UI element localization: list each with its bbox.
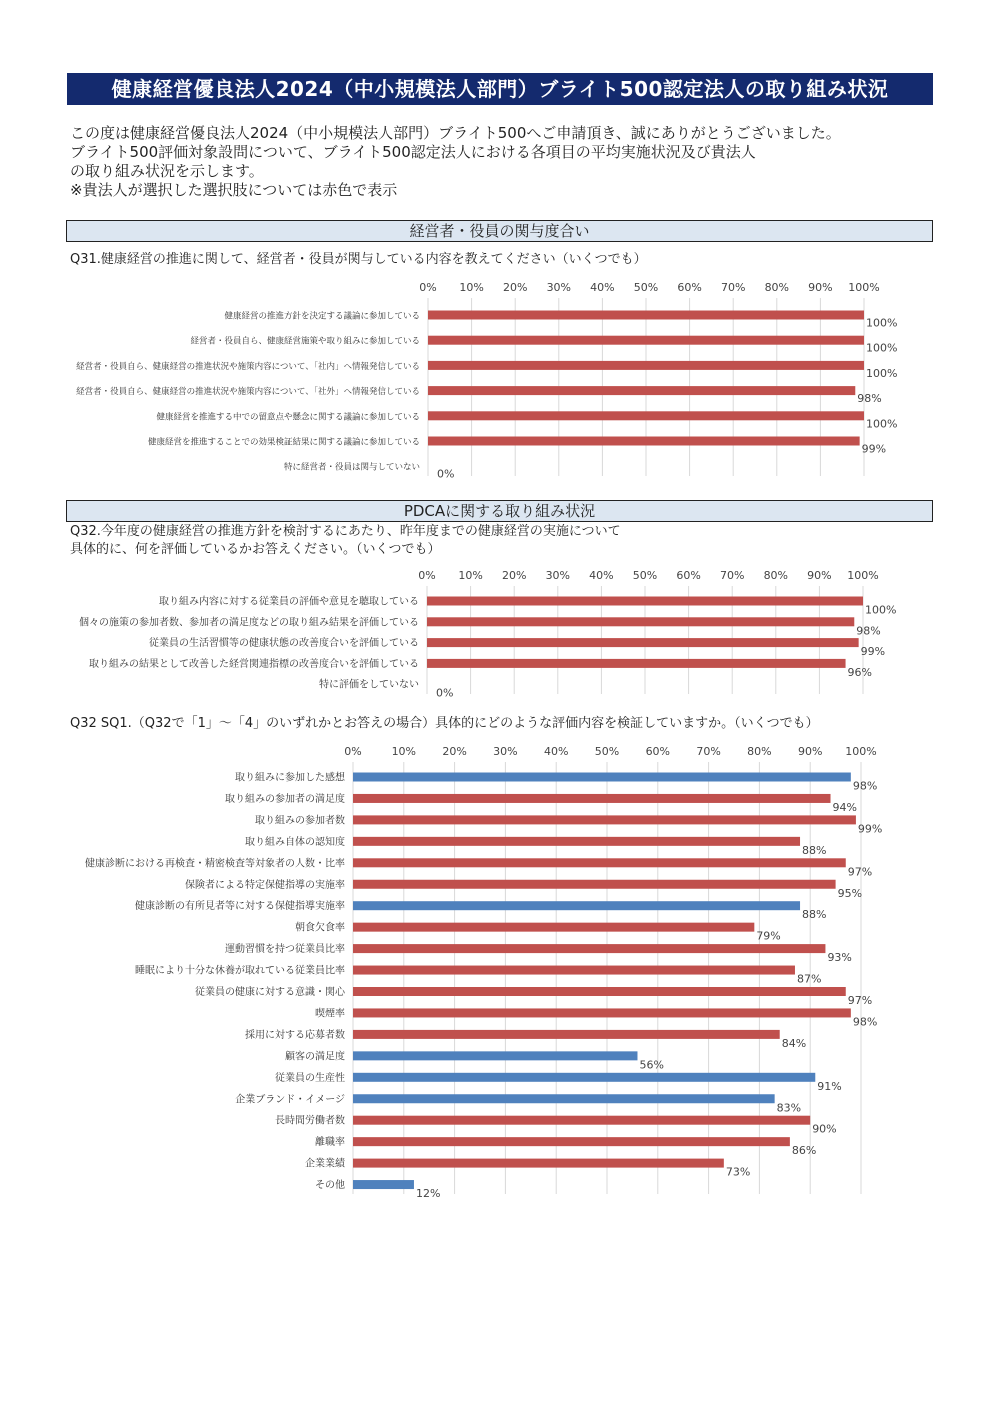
data-label: 99%: [861, 442, 887, 456]
x-tick-label: 50%: [632, 569, 658, 582]
bar: [353, 901, 800, 910]
bar: [353, 773, 851, 782]
category-label: 従業員の生産性: [275, 1072, 345, 1084]
category-label: 離職率: [315, 1137, 345, 1149]
bar: [353, 1030, 780, 1039]
data-label: 97%: [847, 994, 873, 1007]
x-tick-label: 90%: [808, 281, 833, 294]
bar: [427, 659, 846, 668]
category-label: 個々の施策の参加者数、参加者の満足度などの取り組み結果を評価している: [79, 617, 419, 629]
data-label: 99%: [860, 645, 886, 659]
chart-grid: [353, 762, 861, 1194]
category-label: 従業員の生活習慣等の健康状態の改善度合いを評価している: [149, 638, 419, 650]
x-tick-label: 10%: [458, 569, 483, 582]
intro-line: ※貴法人が選択した選択肢については赤色で表示: [70, 181, 398, 199]
data-label: 99%: [857, 822, 883, 836]
bar: [427, 597, 863, 606]
x-tick-label: 70%: [719, 569, 745, 582]
intro-line: この度は健康経営優良法人2024（中小規模法人部門）ブライト500へご申請頂き、誠にありがとうございました。: [70, 124, 841, 142]
x-tick-label: 60%: [676, 569, 701, 582]
bar: [427, 638, 859, 647]
category-label: 取り組みの結果として改善した経営関連指標の改善度合いを評価している: [89, 658, 419, 670]
category-label: 従業員の健康に対する意識・関心: [195, 987, 345, 998]
x-tick-label: 60%: [677, 281, 702, 294]
category-label: 睡眠により十分な休養が取れている従業員比率: [135, 965, 345, 977]
x-tick-label: 20%: [502, 281, 528, 294]
bar: [353, 880, 836, 889]
data-label: 100%: [866, 417, 898, 431]
bar: [353, 1094, 775, 1103]
bar: [353, 1159, 724, 1168]
category-label: 経営者・役員自ら、健康経営施策や取り組みに参加している: [190, 336, 420, 347]
category-label: 保険者による特定保健指導の実施率: [185, 879, 345, 891]
category-label: 特に評価をしていない: [319, 679, 419, 691]
category-label: 健康診断における再検査・精密検査等対象者の人数・比率: [85, 858, 345, 870]
data-label: 100%: [865, 603, 897, 617]
category-label: 特に経営者・役員は関与していない: [283, 462, 420, 473]
data-label: 84%: [781, 1036, 807, 1050]
data-label: 96%: [847, 665, 873, 679]
category-label: 健康経営の推進方針を決定する議論に参加している: [224, 311, 420, 322]
q32sq1-chart: [0, 742, 1000, 1201]
x-tick-label: 80%: [747, 745, 772, 758]
x-tick-label: 90%: [807, 569, 832, 582]
x-tick-label: 0%: [419, 281, 437, 294]
category-label: 長時間労働者数: [275, 1115, 345, 1127]
bar: [353, 1008, 851, 1017]
category-label: 企業業績: [305, 1158, 345, 1170]
data-label: 88%: [802, 908, 827, 922]
bar: [353, 923, 754, 932]
bar: [428, 336, 864, 345]
bar: [353, 837, 800, 846]
bar: [353, 1180, 414, 1189]
category-label: 運動習慣を持つ従業員比率: [225, 944, 345, 956]
data-label: 98%: [856, 624, 881, 638]
bar: [353, 794, 831, 803]
bar: [353, 944, 825, 953]
category-label: 取り組みの参加者数: [255, 815, 345, 827]
x-tick-label: 20%: [442, 745, 467, 758]
x-tick-label: 40%: [589, 569, 614, 582]
bar: [428, 311, 864, 320]
data-label: 93%: [827, 951, 852, 965]
x-tick-label: 90%: [797, 745, 823, 758]
q31-chart: [0, 278, 1000, 481]
x-tick-label: 100%: [845, 745, 877, 758]
x-tick-label: 60%: [645, 745, 671, 758]
x-tick-label: 40%: [590, 281, 615, 294]
bar: [428, 386, 855, 395]
data-label: 88%: [802, 843, 827, 857]
page-title: 健康経営優良法人2024（中小規模法人部門）ブライト500認定法人の取り組み状況: [67, 73, 933, 105]
bar: [353, 858, 846, 867]
q32-chart: [0, 566, 1000, 706]
x-tick-label: 0%: [344, 745, 362, 758]
bar: [353, 815, 856, 824]
x-tick-label: 30%: [546, 281, 572, 294]
x-tick-label: 10%: [391, 745, 417, 758]
x-tick-label: 70%: [720, 281, 746, 294]
q32-subtitle: 具体的に、何を評価しているかお答えください。（いくつでも）: [70, 542, 441, 557]
intro-line: の取り組み状況を示します。: [70, 162, 264, 180]
x-tick-label: 50%: [633, 281, 659, 294]
bar: [428, 411, 864, 420]
category-label: 健康経営を推進することでの効果検証結果に関する議論に参加している: [147, 437, 420, 448]
q31-title: Q31.健康経営の推進に関して、経営者・役員が関与している内容を教えてください（いくつでも）: [70, 252, 647, 267]
bar: [353, 966, 795, 975]
bar: [428, 437, 860, 446]
data-label: 79%: [756, 929, 781, 943]
data-label: 56%: [639, 1058, 664, 1072]
x-tick-label: 80%: [764, 281, 790, 294]
data-label: 73%: [725, 1165, 751, 1179]
data-label: 83%: [776, 1101, 802, 1115]
q32sq1-title: Q32 SQ1.（Q32で「1」～「4」のいずれかとお答えの場合）具体的にどのような評価内容を検証していますか。（いくつでも）: [70, 716, 819, 731]
category-label: 顧客の満足度: [285, 1051, 345, 1063]
bar: [428, 361, 864, 370]
data-label: 100%: [866, 316, 898, 330]
category-label: 朝食欠食率: [295, 922, 345, 934]
x-tick-label: 100%: [847, 569, 879, 582]
data-label: 91%: [817, 1079, 842, 1093]
data-label: 97%: [847, 865, 873, 879]
data-label: 0%: [436, 686, 454, 700]
category-label: 健康経営を推進する中での留意点や懸念に関する議論に参加している: [156, 412, 420, 423]
category-label: 経営者・役員自ら、健康経営の推進状況や施策内容について、「社内」へ情報発信している: [76, 361, 420, 372]
data-label: 0%: [437, 467, 455, 481]
bar: [353, 1051, 637, 1060]
x-tick-label: 50%: [594, 745, 620, 758]
data-label: 86%: [791, 1144, 817, 1158]
category-label: 企業ブランド・イメージ: [235, 1094, 345, 1106]
data-label: 100%: [866, 366, 898, 380]
x-tick-label: 100%: [848, 281, 880, 294]
data-label: 98%: [857, 392, 882, 406]
section-header-pdca: PDCAに関する取り組み状況: [66, 500, 933, 522]
q32-title: Q32.今年度の健康経営の推進方針を検討するにあたり、昨年度までの健康経営の実施について: [70, 524, 621, 539]
category-label: 取り組みに参加した感想: [235, 772, 345, 784]
bar: [427, 617, 854, 626]
category-label: 健康診断の有所見者等に対する保健指導実施率: [135, 901, 345, 913]
data-label: 98%: [852, 779, 878, 793]
data-label: 98%: [852, 1015, 878, 1029]
category-label: 採用に対する応募者数: [245, 1029, 345, 1041]
x-tick-label: 0%: [418, 569, 436, 582]
intro-line: ブライト500評価対象設問について、ブライト500認定法人における各項目の平均実施状況及び貴法人: [70, 143, 756, 161]
x-tick-label: 30%: [493, 745, 518, 758]
data-label: 94%: [832, 800, 857, 814]
category-label: その他: [315, 1180, 345, 1192]
x-tick-label: 80%: [763, 569, 789, 582]
category-label: 取り組みの参加者の満足度: [225, 793, 345, 805]
x-tick-label: 30%: [545, 569, 571, 582]
data-label: 100%: [866, 341, 898, 355]
category-label: 取り組み内容に対する従業員の評価や意見を聴取している: [159, 596, 419, 608]
bar: [353, 1073, 815, 1082]
x-tick-label: 40%: [543, 745, 569, 758]
data-label: 95%: [837, 886, 863, 900]
section-header-management: 経営者・役員の関与度合い: [66, 220, 933, 242]
x-tick-label: 20%: [501, 569, 527, 582]
bar: [353, 1137, 790, 1146]
bar: [353, 987, 846, 996]
intro-text: [70, 124, 950, 200]
data-label: 12%: [415, 1187, 441, 1201]
category-label: 経営者・役員自ら、健康経営の推進状況や施策内容について、「社外」へ情報発信している: [76, 387, 420, 398]
bar: [353, 1116, 810, 1125]
data-label: 87%: [796, 972, 822, 986]
x-tick-label: 10%: [459, 281, 484, 294]
category-label: 取り組み自体の認知度: [245, 836, 345, 848]
data-label: 90%: [812, 1122, 837, 1136]
category-label: 喫煙率: [315, 1008, 345, 1020]
x-tick-label: 70%: [696, 745, 721, 758]
